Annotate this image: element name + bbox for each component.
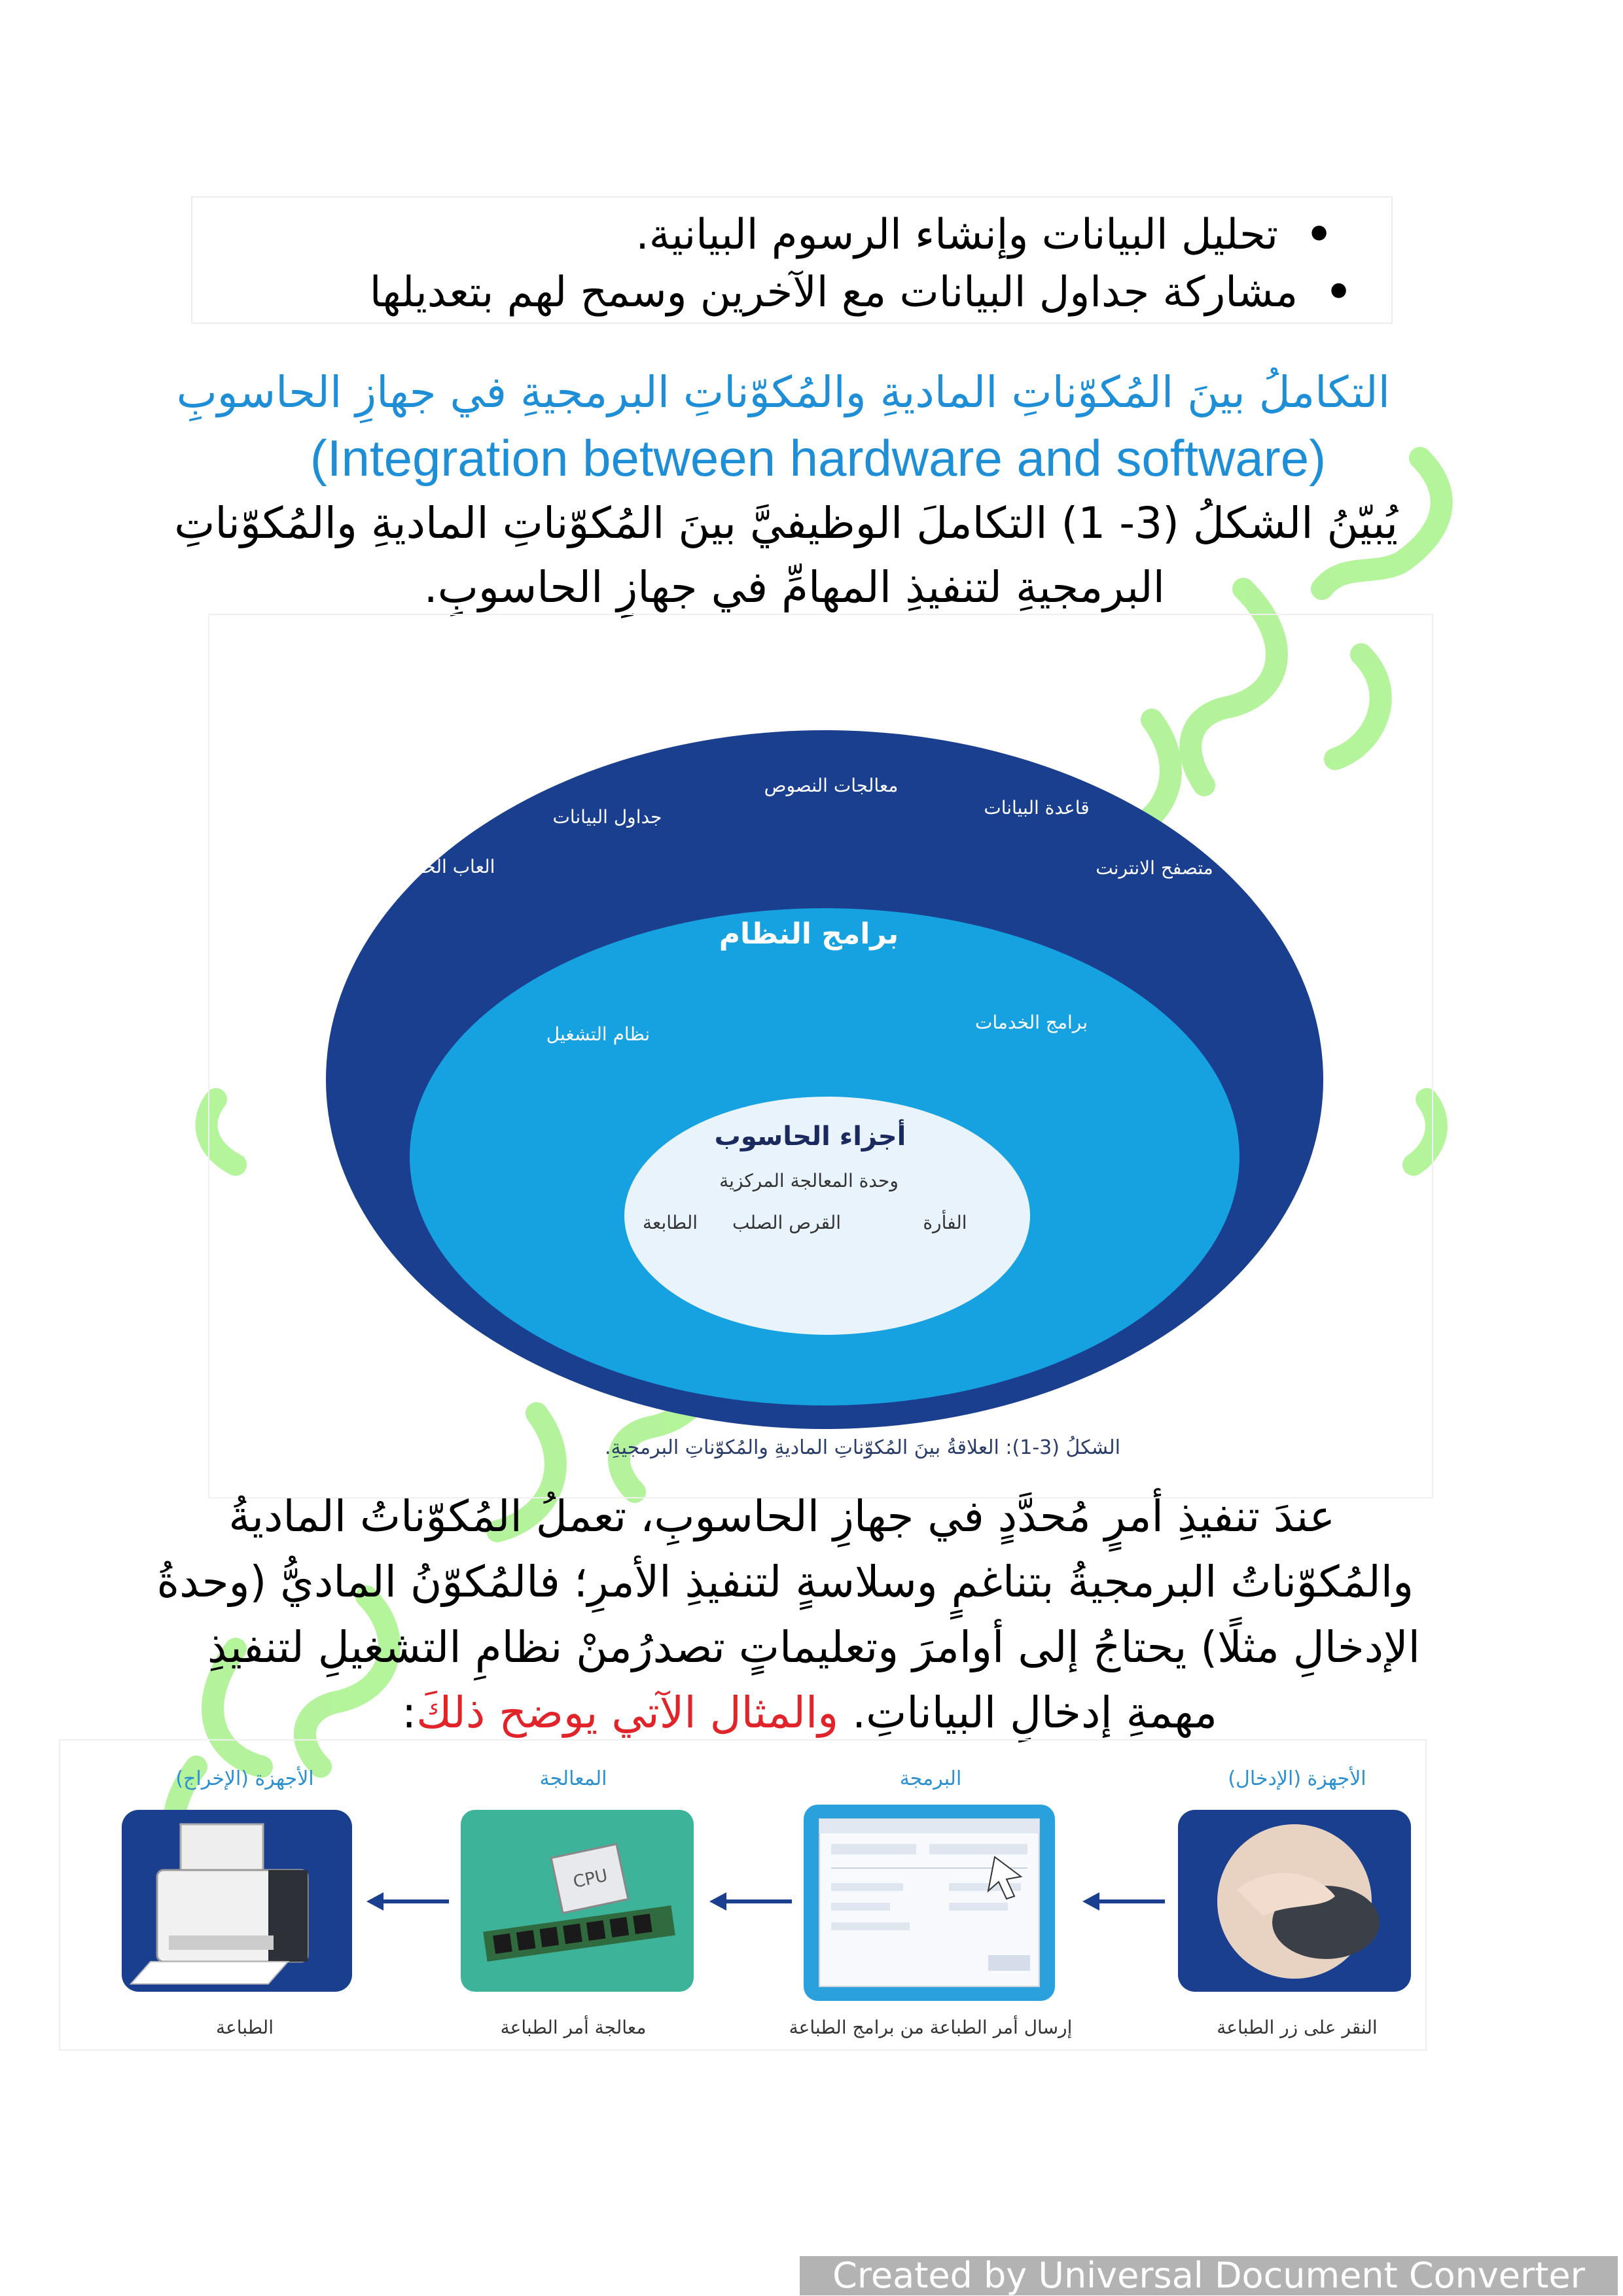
bullet-text-1: تحليل البيانات وإنشاء الرسوم البيانية. xyxy=(635,211,1279,259)
inner-item-printer: الطابعة xyxy=(642,1212,698,1233)
print-process-diagram xyxy=(59,1739,1427,2051)
step-input-header: الأجهزة (الإدخال) xyxy=(1228,1767,1366,1790)
inner-item-hard-disk: القرص الصلب xyxy=(732,1212,842,1233)
step-output-label: الطباعة xyxy=(216,2017,274,2038)
figure-caption: الشكلُ (3-1): العلاقةُ بينَ المُكوّناتِ الماديةِ والمُكوّناتِ البرمجيةِ. xyxy=(605,1436,1120,1459)
bullet-item-2 xyxy=(370,263,1352,322)
outer-item-database: قاعدة البيانات xyxy=(984,797,1090,819)
outer-title: برامج وتطبيقات xyxy=(705,671,944,706)
process-step-processing xyxy=(461,1767,694,2038)
bullet-dot-icon: • xyxy=(1306,211,1332,259)
body-line-4 xyxy=(402,1682,1217,1744)
example-note-red: والمثال الآتي يوضح ذلكَ xyxy=(416,1687,853,1738)
process-step-software xyxy=(789,1767,1073,2038)
inner-item-mouse: الفأرة xyxy=(923,1212,967,1233)
step-processing-label: معالجة أمر الطباعة xyxy=(500,2017,647,2038)
bullet-item-1 xyxy=(635,205,1332,264)
body-line-1: عندَ تنفيذِ أمرٍ مُحدَّدٍ في جهازِ الحاسوبِ، تعملُ المُكوّناتُ الماديةُ xyxy=(228,1491,1335,1542)
inner-title: أجزاء الحاسوب xyxy=(714,1122,906,1152)
step-processing-header: المعالجة xyxy=(539,1767,607,1790)
bullet-text-2: مشاركة جداول البيانات مع الآخرين وسمح لهم بتعديلها xyxy=(369,268,1298,317)
bullet-list-box xyxy=(191,196,1393,324)
step-software-label: إرسال أمر الطباعة من برامج الطباعة xyxy=(789,2017,1073,2038)
process-step-input xyxy=(1178,1765,1411,2038)
outer-item-word-processors: معالجات النصوص xyxy=(764,775,899,796)
step-software-header: البرمجة xyxy=(899,1767,962,1790)
outer-item-browser: متصفح الانترنت xyxy=(1096,857,1213,879)
body-line-4-colon: : xyxy=(401,1687,417,1738)
body-line-2: والمُكوّناتُ البرمجيةُ بتناغمٍ وسلاسةٍ لتنفيذِ الأمرِ؛ فالمُكوّنُ الماديُّ (وحدةُ xyxy=(156,1557,1414,1607)
cpu-chip-text: CPU xyxy=(571,1865,610,1892)
middle-item-utilities: برامج الخدمات xyxy=(975,1012,1088,1033)
inner-item-cpu: وحدة المعالجة المركزية xyxy=(719,1170,899,1192)
middle-item-os: نظام التشغيل xyxy=(546,1023,651,1045)
step-input-label: النقر على زر الطباعة xyxy=(1217,2017,1378,2038)
section-heading-arabic: التكاملُ بينَ المُكوّناتِ الماديةِ والمُكوّناتِ البرمجيةِ في جهازِ الحاسوبِ xyxy=(176,367,1390,417)
process-step-output xyxy=(122,1765,352,2038)
outer-item-spreadsheets: جداول البيانات xyxy=(552,806,662,828)
bullet-dot-icon: • xyxy=(1325,268,1352,317)
footer-banner xyxy=(800,2256,1618,2295)
outer-item-games: العاب الحاسوب xyxy=(376,856,495,877)
footer-text: Created by Universal Document Converter xyxy=(832,2255,1585,2296)
intro-line-2: البرمجيةِ لتنفيذِ المهامِّ في جهازِ الحاسوبِ. xyxy=(423,562,1165,612)
components-diagram xyxy=(208,614,1433,1498)
body-line-4-text: مهمةِ إدخالِ البياناتِ. xyxy=(852,1687,1217,1738)
body-line-3: الإدخالِ مثلًا) يحتاجُ إلى أوامرَ وتعليماتٍ تصدرُمنْ نظامِ التشغيلِ لتنفيذِ xyxy=(207,1622,1420,1672)
intro-line-1: يُبيّنُ الشكلُ (3- 1) التكاملَ الوظيفيَّ بينَ المُكوّناتِ الماديةِ والمُكوّناتِ xyxy=(174,498,1398,548)
middle-title: برامج النظام xyxy=(719,917,899,951)
step-output-header: الأجهزة (الإخراج) xyxy=(175,1767,314,1790)
section-heading-english: (Integration between hardware and software) xyxy=(310,429,1327,487)
